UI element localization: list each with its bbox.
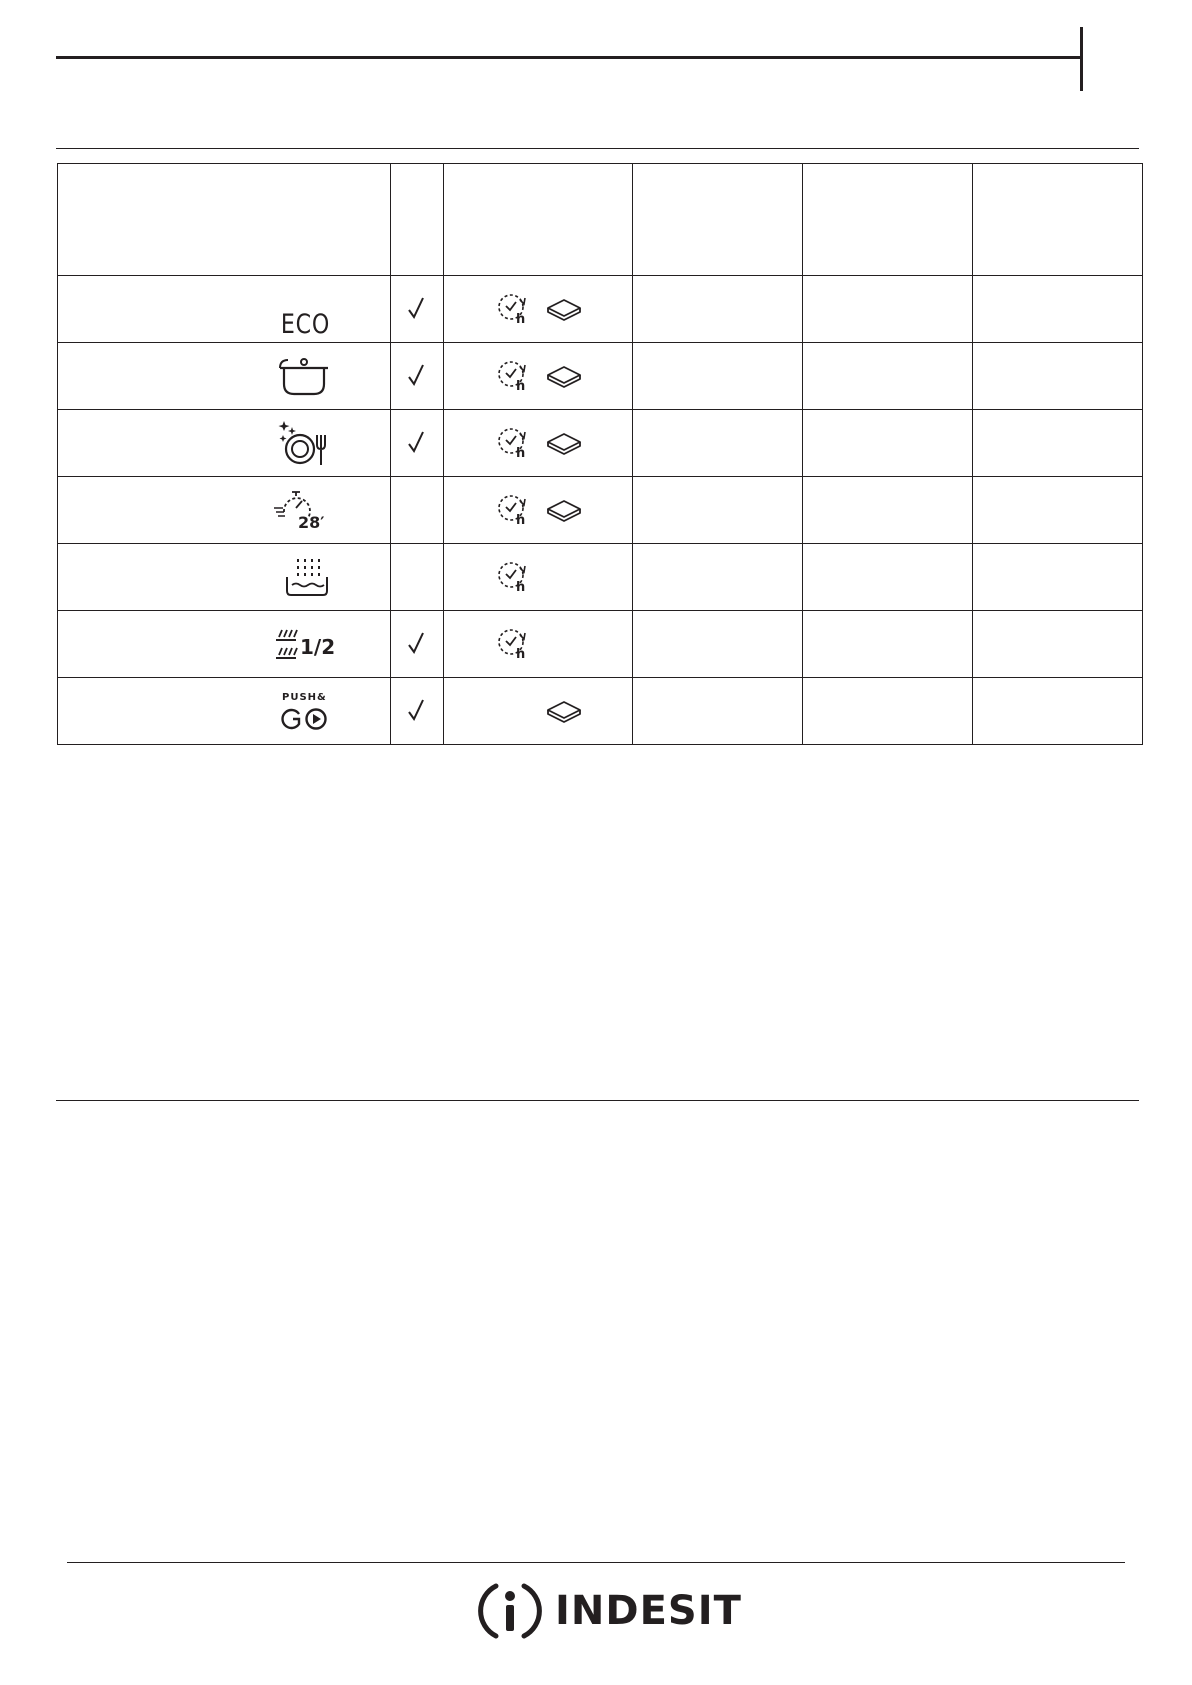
section-bottom-rule <box>56 1100 1139 1101</box>
table-row <box>58 276 1143 343</box>
svg-text:PUSH&: PUSH& <box>282 692 327 703</box>
empty-cell <box>803 343 973 410</box>
tablet-icon <box>546 363 582 389</box>
empty-cell <box>803 611 973 678</box>
options-cell <box>444 678 633 745</box>
empty-cell <box>973 678 1143 745</box>
footer-rule <box>67 1562 1125 1563</box>
program-icon-cell <box>58 477 391 544</box>
express-28-icon <box>274 490 330 530</box>
svg-text:h: h <box>516 647 526 662</box>
empty-cell <box>633 410 803 477</box>
header-cell-col4 <box>633 164 803 276</box>
check-cell <box>391 410 444 477</box>
empty-cell <box>633 544 803 611</box>
program-table <box>57 163 1143 745</box>
options-cell <box>444 410 633 477</box>
delay-start-icon <box>496 493 530 527</box>
delay-start-icon <box>496 560 530 594</box>
empty-cell <box>973 611 1143 678</box>
svg-text:1/2: 1/2 <box>300 635 336 659</box>
program-icon-cell <box>58 611 391 678</box>
tablet-icon <box>546 296 582 322</box>
check-cell <box>391 477 444 544</box>
tablet-icon <box>546 497 582 523</box>
empty-cell <box>633 678 803 745</box>
table-header-row <box>58 164 1143 276</box>
check-icon <box>406 698 428 724</box>
svg-text:28′: 28′ <box>298 513 325 532</box>
header-cell-program <box>58 164 391 276</box>
program-icon-cell <box>58 276 391 343</box>
empty-cell <box>633 477 803 544</box>
program-icon-cell <box>58 410 391 477</box>
check-icon <box>406 430 428 456</box>
tablet-icon <box>546 698 582 724</box>
empty-cell <box>633 343 803 410</box>
check-icon <box>406 363 428 389</box>
brand-name: INDESIT <box>555 1588 742 1634</box>
empty-cell <box>973 544 1143 611</box>
top-header-tick <box>1080 27 1083 91</box>
options-cell <box>444 343 633 410</box>
empty-cell <box>973 477 1143 544</box>
empty-cell <box>973 410 1143 477</box>
eco-program-icon: ECO <box>280 309 330 340</box>
header-cell-options <box>444 164 633 276</box>
table-row <box>58 678 1143 745</box>
options-cell <box>444 611 633 678</box>
delay-start-icon <box>496 292 530 326</box>
delay-start-icon <box>496 359 530 393</box>
check-cell <box>391 544 444 611</box>
table-row <box>58 611 1143 678</box>
delay-start-icon <box>496 627 530 661</box>
options-cell <box>444 276 633 343</box>
indesit-logo-icon <box>477 1578 543 1644</box>
empty-cell <box>803 410 973 477</box>
top-header-rule <box>56 56 1080 59</box>
delay-start-icon <box>496 426 530 460</box>
svg-text:h: h <box>516 312 526 327</box>
svg-text:h: h <box>516 513 526 528</box>
svg-text:h: h <box>516 580 526 595</box>
empty-cell <box>973 343 1143 410</box>
options-cell <box>444 544 633 611</box>
program-icon-cell <box>58 343 391 410</box>
empty-cell <box>633 611 803 678</box>
program-icon-cell <box>58 678 391 745</box>
daily-plate-cutlery-icon <box>278 419 330 467</box>
intensive-pot-icon <box>278 354 330 398</box>
empty-cell <box>803 276 973 343</box>
check-cell <box>391 678 444 745</box>
check-cell <box>391 343 444 410</box>
table-row <box>58 477 1143 544</box>
table-row <box>58 410 1143 477</box>
header-cell-check <box>391 164 444 276</box>
half-load-icon <box>272 626 336 662</box>
empty-cell <box>973 276 1143 343</box>
soak-icon <box>284 557 330 597</box>
empty-cell <box>803 544 973 611</box>
tablet-icon <box>546 430 582 456</box>
empty-cell <box>803 477 973 544</box>
check-cell <box>391 611 444 678</box>
table-row <box>58 343 1143 410</box>
svg-text:h: h <box>516 446 526 461</box>
section-top-rule <box>56 148 1139 149</box>
program-icon-cell <box>58 544 391 611</box>
header-cell-col5 <box>803 164 973 276</box>
svg-text:h: h <box>516 379 526 394</box>
brand-logo <box>477 1578 742 1644</box>
empty-cell <box>633 276 803 343</box>
check-icon <box>406 631 428 657</box>
options-cell <box>444 477 633 544</box>
push-and-go-icon <box>278 690 330 732</box>
table-row <box>58 544 1143 611</box>
empty-cell <box>803 678 973 745</box>
check-cell <box>391 276 444 343</box>
header-cell-col6 <box>973 164 1143 276</box>
check-icon <box>406 296 428 322</box>
